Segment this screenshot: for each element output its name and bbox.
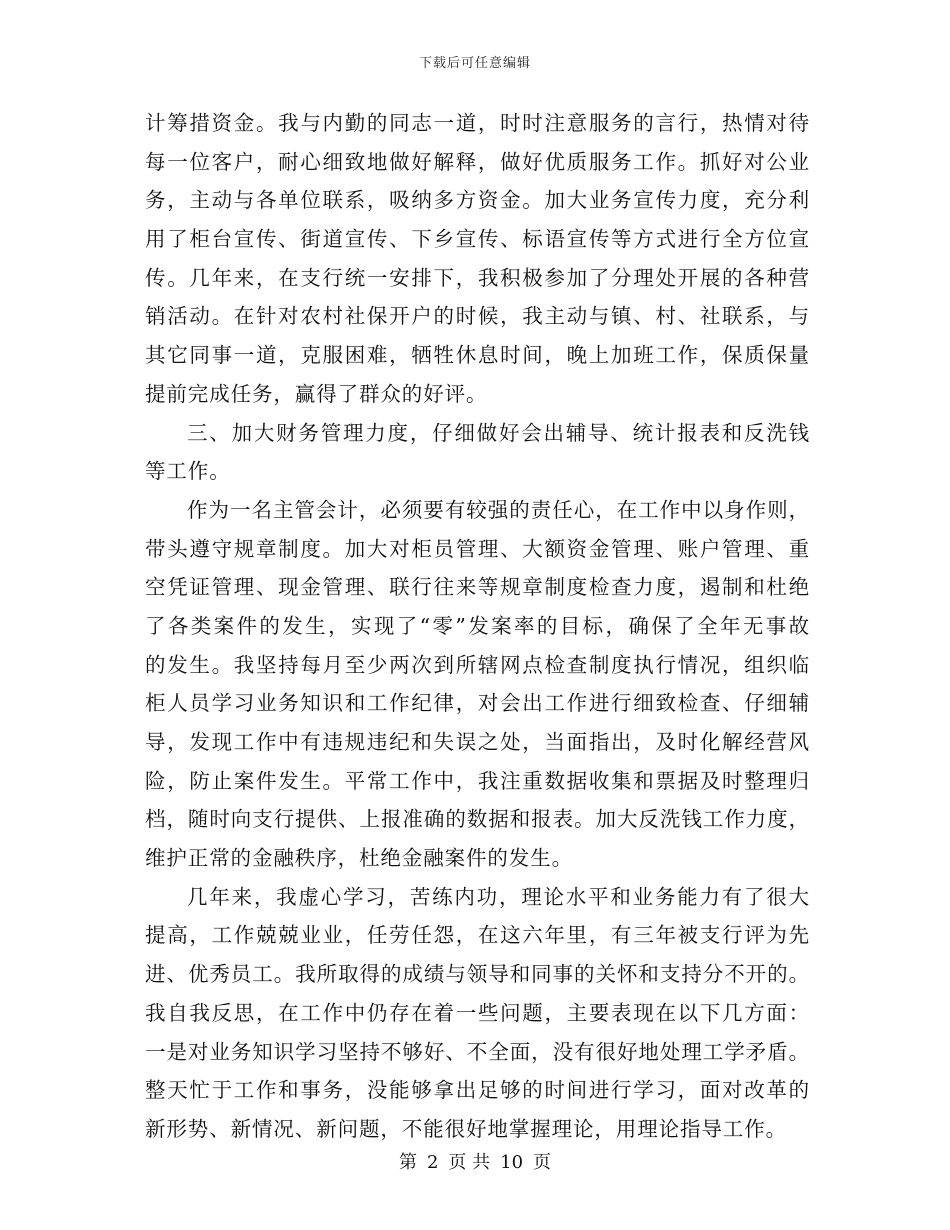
text-line: 的发生。我坚持每月至少两次到所辖网点检查制度执行情况，组织临 [145,652,810,677]
text-line: 等工作。 [145,459,231,484]
text-line: 每一位客户，耐心细致地做好解释，做好优质服务工作。抓好对公业 [145,149,810,174]
text-line: 销活动。在针对农村社保开户的时候，我主动与镇、村、社联系，与 [145,304,810,329]
text-line: 我自我反思，在工作中仍存在着一些问题，主要表现在以下几方面： [145,1000,810,1025]
paragraph [145,878,810,1149]
text-line: 维护正常的金融秩序，杜绝金融案件的发生。 [145,846,573,871]
text-line: 档，随时向支行提供、上报准确的数据和报表。加大反洗钱工作力度， [145,807,810,832]
paragraph [145,491,810,878]
text-line: 空凭证管理、现金管理、联行往来等规章制度检查力度，遏制和杜绝 [145,575,810,600]
text-line: 整天忙于工作和事务，没能够拿出足够的时间进行学习，面对改革的 [145,1078,810,1103]
header-note: 下载后可任意编辑 [418,56,531,71]
text-line: 进、优秀员工。我所取得的成绩与领导和同事的关怀和支持分不开的。 [145,962,810,987]
paragraph [145,104,810,414]
page-current: 2 [426,1152,439,1173]
text-line: 几年来，我虚心学习，苦练内功，理论水平和业务能力有了很大 [187,884,810,909]
body-text [145,104,810,1149]
page-total: 10 [500,1152,524,1173]
text-line: 导，发现工作中有违规违纪和失误之处，当面指出，及时化解经营风 [145,730,810,754]
text-line: 提前完成任务，赢得了群众的好评。 [145,381,488,406]
text-line: 带头遵守规章制度。加大对柜员管理、大额资金管理、账户管理、重 [145,536,810,561]
text-line: 三、加大财务管理力度，仔细做好会出辅导、统计报表和反洗钱 [187,420,810,445]
text-line: 一是对业务知识学习坚持不够好、不全面，没有很好地处理工学矛盾。 [145,1039,810,1064]
page-number [0,1148,950,1174]
text-line: 务，主动与各单位联系，吸纳多方资金。加大业务宣传力度，充分利 [145,188,810,213]
page-mid: 页 共 [448,1152,491,1173]
text-line: 作为一名主管会计，必须要有较强的责任心，在工作中以身作则， [187,497,810,522]
text-line: 了各类案件的发生，实现了“零”发案率的目标，确保了全年无事故 [145,613,810,638]
text-line: 提高，工作兢兢业业，任劳任怨，在这六年里，有三年被支行评为先 [145,923,810,948]
page-prefix: 第 [398,1152,417,1173]
text-line: 新形势、新情况、新问题，不能很好地掌握理论，用理论指导工作。 [145,1116,787,1141]
text-line: 用了柜台宣传、街道宣传、下乡宣传、标语宣传等方式进行全方位宣 [145,227,810,252]
page-suffix: 页 [533,1152,552,1173]
text-line: 传。几年来，在支行统一安排下，我积极参加了分理处开展的各种营 [145,265,810,290]
text-line: 其它同事一道，克服困难，牺牲休息时间，晚上加班工作，保质保量 [145,343,810,368]
text-line: 险，防止案件发生。平常工作中，我注重数据收集和票据及时整理归 [145,768,810,793]
text-line: 柜人员学习业务知识和工作纪律，对会出工作进行细致检查、仔细辅 [145,691,810,716]
paragraph [145,414,810,491]
text-line: 计筹措资金。我与内勤的同志一道，时时注意服务的言行，热情对待 [145,111,810,135]
